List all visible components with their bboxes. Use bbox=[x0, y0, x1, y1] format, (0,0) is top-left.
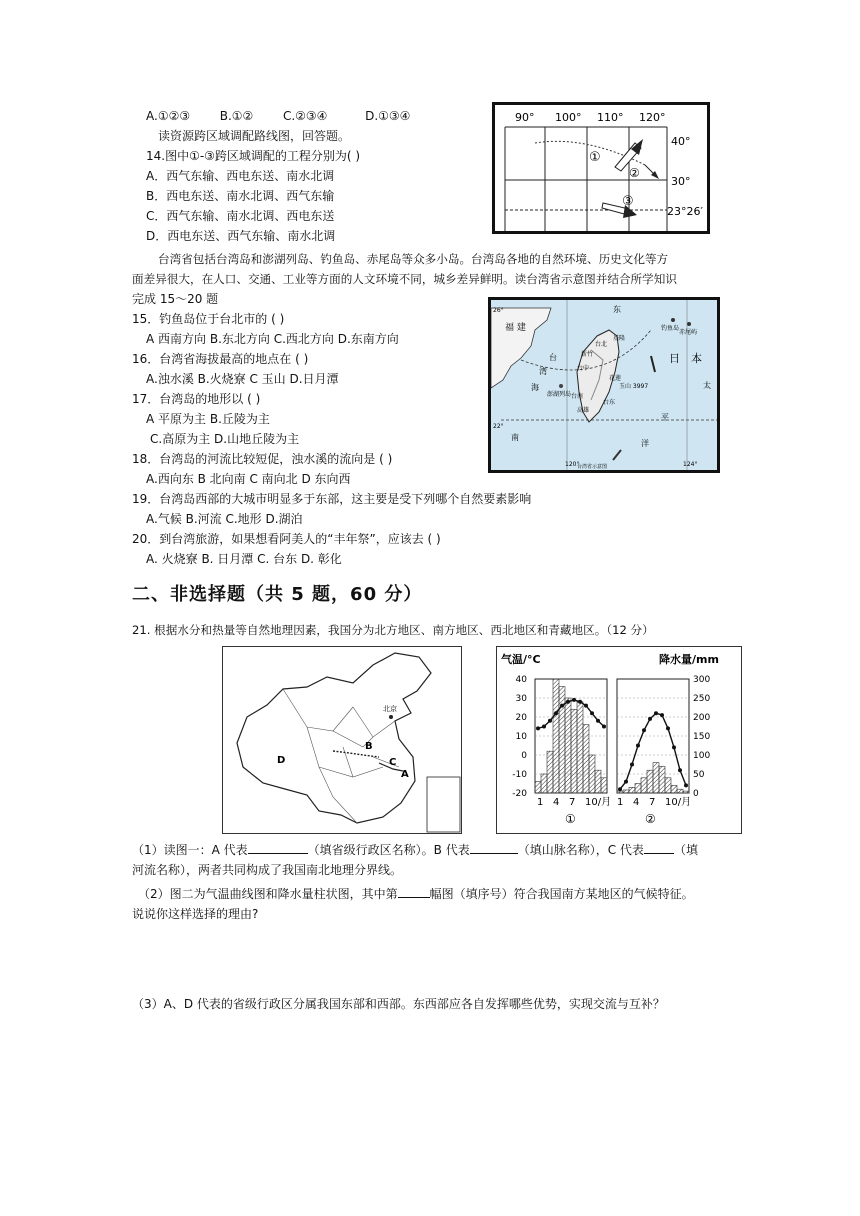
x-tick-10a: 10/月 bbox=[585, 797, 612, 808]
temp-tick: -10 bbox=[512, 770, 527, 780]
hai-label: 海 bbox=[531, 383, 539, 392]
q13-option-c: C.②③④ bbox=[282, 109, 328, 123]
q17-options-1: A 平原为主 B.丘陵为主 bbox=[146, 412, 270, 426]
precip-bar bbox=[665, 778, 671, 793]
temp-point bbox=[648, 717, 652, 721]
taiwan-map-caption: 台湾省示意图 bbox=[577, 464, 608, 470]
temp-point bbox=[578, 700, 582, 704]
temp-tick: 10 bbox=[515, 732, 527, 742]
taiwan-intro-line-1: 台湾省包括台湾岛和澎湖列岛、钓鱼岛、赤尾岛等众多小岛。台湾岛各地的自然环境、历史文化等方 bbox=[158, 252, 669, 266]
x-tick-10b: 10/月 bbox=[665, 797, 692, 808]
precip-bar bbox=[535, 782, 541, 793]
section-2-title: 二、非选择题（共 5 题，60 分） bbox=[132, 584, 423, 605]
temp-point bbox=[618, 787, 622, 791]
q15-stem: 15．钓鱼岛位于台北市的 ( ) bbox=[132, 312, 285, 326]
penghu-label: 澎湖列岛 bbox=[547, 391, 572, 398]
q21-part2-a: （2）图二为气温曲线图和降水量柱状图，其中第 bbox=[138, 887, 398, 901]
climate-charts-svg bbox=[497, 647, 741, 833]
lon-label-120: 120° bbox=[639, 111, 666, 124]
temp-tick: 30 bbox=[515, 694, 527, 704]
chiwei-label: 赤尾屿 bbox=[679, 329, 698, 336]
lat-label-tropic: 23°26′ bbox=[667, 205, 703, 218]
precip-bar bbox=[623, 790, 629, 793]
temp-point bbox=[560, 704, 564, 708]
south-china-sea-inset bbox=[427, 777, 460, 832]
lon-label-110: 110° bbox=[597, 111, 624, 124]
blank-chart-number[interactable] bbox=[398, 897, 430, 898]
yushan-label: 玉山 3997 bbox=[619, 383, 649, 390]
q21-stem: 21. 根据水分和热量等自然地理因素，我国分为北方地区、南方地区、西北地区和青藏地区。（12 分） bbox=[132, 623, 654, 637]
beijing-label: 北京 bbox=[383, 705, 397, 713]
label-d: D bbox=[277, 755, 286, 766]
ben-label: 本 bbox=[691, 352, 702, 365]
route-label-1: ① bbox=[589, 150, 601, 165]
beijing-dot bbox=[389, 715, 393, 719]
precip-bar bbox=[635, 784, 641, 794]
lat-label-30: 30° bbox=[671, 175, 691, 188]
tai-sea-label: 太 bbox=[703, 381, 711, 390]
precip-bar bbox=[683, 791, 689, 793]
nan-label: 南 bbox=[511, 433, 519, 442]
taibei-label: 台北 bbox=[595, 341, 608, 348]
q19-stem: 19．台湾岛西部的大城市明显多于东部，这主要是受下列哪个自然要素影响 bbox=[132, 492, 532, 506]
xinzhu-label: 新竹 bbox=[581, 351, 594, 358]
temp-point bbox=[624, 780, 628, 784]
temp-point bbox=[636, 744, 640, 748]
temp-point bbox=[584, 704, 588, 708]
q13-option-a: A.①②③ bbox=[146, 109, 191, 123]
temp-tick: 20 bbox=[515, 713, 527, 723]
taiwan-intro-line-2: 面差异很大，在人口、交通、工业等方面的人文环境不同，城乡差异鲜明。读台湾省示意图并结合所学知识 bbox=[132, 272, 677, 286]
temp-tick: 40 bbox=[515, 675, 527, 685]
q19-options: A.气候 B.河流 C.地形 D.湖泊 bbox=[146, 512, 303, 526]
diaoyu-label: 钓鱼岛 bbox=[661, 325, 680, 332]
route-label-3: ③ bbox=[622, 194, 634, 209]
precip-bar bbox=[583, 725, 589, 793]
chart-1-label: ① bbox=[565, 812, 576, 826]
lon-label-90: 90° bbox=[515, 111, 535, 124]
penghu-dot bbox=[559, 384, 563, 388]
dong-label: 东 bbox=[613, 305, 621, 314]
precip-bar bbox=[565, 698, 571, 793]
lon-120-label: 120° bbox=[565, 461, 580, 468]
q16-stem: 16．台湾省海拔最高的地点在 ( ) bbox=[132, 352, 309, 366]
china-map bbox=[222, 646, 462, 834]
x-tick-4a: 4 bbox=[553, 797, 560, 808]
precip-bar bbox=[577, 702, 583, 793]
chiwei-island-dot bbox=[687, 322, 691, 326]
taiwan-map-svg bbox=[491, 300, 717, 470]
temp-point bbox=[548, 719, 552, 723]
x-tick-1b: 1 bbox=[617, 797, 624, 808]
lon-label-100: 100° bbox=[555, 111, 582, 124]
ping-label: 平 bbox=[661, 413, 669, 422]
q14-option-a: A．西气东输、西电东送、南水北调 bbox=[146, 169, 335, 183]
precip-tick: 100 bbox=[693, 751, 711, 761]
jilong-label: 基隆 bbox=[613, 335, 626, 342]
lat-22-label: 22° bbox=[493, 423, 504, 430]
q14-option-b: B．西电东送、南水北调、西气东输 bbox=[146, 189, 335, 203]
chart-2-label: ② bbox=[645, 812, 656, 826]
taiwan-intro-line-3: 完成 15～20 题 bbox=[132, 292, 219, 306]
q17-stem: 17．台湾岛的地形以 ( ) bbox=[132, 392, 261, 406]
label-c: C bbox=[389, 757, 397, 768]
q21-part1-a: （1）读图一：A 代表 bbox=[132, 843, 248, 857]
blank-b[interactable] bbox=[470, 853, 518, 854]
q17-options-2: C.高原为主 D.山地丘陵为主 bbox=[150, 432, 300, 446]
temp-point bbox=[542, 725, 546, 729]
precip-tick: 50 bbox=[693, 770, 705, 780]
diaoyu-island-dot bbox=[671, 318, 675, 322]
blank-a[interactable] bbox=[248, 853, 308, 854]
precip-bar bbox=[559, 687, 565, 793]
x-tick-7b: 7 bbox=[649, 797, 656, 808]
q21-part3: （3）A、D 代表的省级行政区分属我国东部和西部。东西部应各自发挥哪些优势，实现交流与互补？ bbox=[132, 997, 665, 1011]
blank-c[interactable] bbox=[644, 853, 674, 854]
q21-part1-line1 bbox=[132, 842, 698, 858]
precip-bar bbox=[659, 766, 665, 793]
precip-bar bbox=[653, 763, 659, 793]
tai-label: 台 bbox=[549, 353, 557, 362]
precip-bar bbox=[671, 785, 677, 793]
q21-part2-line1 bbox=[138, 886, 694, 902]
precip-bar bbox=[541, 774, 547, 793]
q21-part1-b: （填省级行政区名称）。B 代表 bbox=[307, 843, 470, 857]
temp-point bbox=[596, 719, 600, 723]
precip-tick: 200 bbox=[693, 713, 711, 723]
hualian-label: 花莲 bbox=[609, 375, 622, 382]
taiwan-map bbox=[488, 297, 720, 473]
temp-tick: 0 bbox=[521, 751, 527, 761]
q20-options: A. 火烧寮 B. 日月潭 C. 台东 D. 彰化 bbox=[146, 552, 342, 566]
climate-charts bbox=[496, 646, 742, 834]
precip-tick: 250 bbox=[693, 694, 711, 704]
precip-bar bbox=[601, 778, 607, 793]
precip-bar bbox=[547, 751, 553, 793]
yang-label: 洋 bbox=[641, 439, 649, 448]
precip-bar bbox=[571, 709, 577, 793]
temp-point bbox=[536, 726, 540, 730]
precip-bar bbox=[647, 770, 653, 793]
china-outline bbox=[237, 653, 431, 823]
temp-axis-title: 气温/°C bbox=[501, 653, 541, 666]
temp-point bbox=[684, 783, 688, 787]
temp-point bbox=[654, 711, 658, 715]
precip-axis-title: 降水量/mm bbox=[659, 653, 719, 666]
temp-point bbox=[660, 713, 664, 717]
label-a: A bbox=[401, 769, 409, 780]
temp-tick: -20 bbox=[512, 789, 527, 799]
precip-tick: 150 bbox=[693, 732, 711, 742]
q14-intro: 读资源跨区域调配路线图，回答题。 bbox=[158, 129, 351, 143]
taizhong-label: 台中 bbox=[577, 365, 590, 372]
q18-options: A.西向东 B 北向南 C 南向北 D 东向西 bbox=[146, 472, 351, 486]
temp-point bbox=[602, 725, 606, 729]
q16-options: A.浊水溪 B.火烧寮 C 玉山 D.日月潭 bbox=[146, 372, 339, 386]
temp-point bbox=[672, 745, 676, 749]
precip-bar bbox=[677, 789, 683, 793]
temp-point bbox=[630, 763, 634, 767]
temp-point bbox=[566, 700, 570, 704]
q13-options bbox=[146, 108, 410, 124]
q14-option-c: C．西气东输、南水北调、西电东送 bbox=[146, 209, 335, 223]
precip-tick: 0 bbox=[693, 789, 699, 799]
lon-124-label: 124° bbox=[683, 461, 698, 468]
x-tick-4b: 4 bbox=[633, 797, 640, 808]
japan-label: 日 bbox=[669, 352, 680, 365]
temp-point bbox=[590, 711, 594, 715]
wan-label: 湾 bbox=[539, 367, 547, 376]
precip-bar bbox=[617, 791, 623, 793]
temp-point bbox=[572, 698, 576, 702]
china-map-svg bbox=[223, 647, 461, 833]
q21-part1-line2: 河流名称），两者共同构成了我国南北地理分界线。 bbox=[132, 863, 403, 877]
precip-bar bbox=[595, 770, 601, 793]
precip-bar bbox=[589, 755, 595, 793]
temp-point bbox=[554, 711, 558, 715]
taidong-label: 台东 bbox=[603, 399, 616, 406]
q13-option-d: D.①③④ bbox=[365, 109, 411, 123]
precip-bar bbox=[641, 778, 647, 793]
fujian-label: 福 建 bbox=[505, 323, 526, 333]
label-b: B bbox=[365, 741, 373, 752]
x-tick-1a: 1 bbox=[537, 797, 544, 808]
resource-route-map bbox=[492, 102, 710, 234]
q13-option-b: B.①② bbox=[219, 109, 254, 123]
q15-options: A 西南方向 B.东北方向 C.西北方向 D.东南方向 bbox=[146, 332, 399, 346]
tainan-label: 台南 bbox=[571, 393, 584, 400]
q21-part1-d: （填 bbox=[673, 843, 698, 857]
q18-stem: 18．台湾岛的河流比较短促，浊水溪的流向是 ( ) bbox=[132, 452, 393, 466]
x-tick-7a: 7 bbox=[569, 797, 576, 808]
precip-bar bbox=[553, 679, 559, 793]
q14-option-d: D．西电东送、西气东输、南水北调 bbox=[146, 229, 336, 243]
precip-bar bbox=[629, 787, 635, 793]
q20-stem: 20．到台湾旅游，如果想看阿美人的“丰年祭”，应该去 ( ) bbox=[132, 532, 441, 546]
lat-26-label: 26° bbox=[493, 307, 504, 314]
temp-point bbox=[666, 726, 670, 730]
temp-point bbox=[642, 728, 646, 732]
temp-point bbox=[678, 768, 682, 772]
q21-part2-b: 幅图（填序号）符合我国南方某地区的气候特征。 bbox=[429, 887, 694, 901]
gaoxiong-label: 高雄 bbox=[577, 407, 590, 414]
resource-route-map-svg bbox=[495, 105, 707, 231]
q21-part2-line2: 说说你这样选择的理由? bbox=[132, 907, 259, 921]
precip-tick: 300 bbox=[693, 675, 711, 685]
route-label-2: ② bbox=[629, 166, 640, 180]
lat-label-40: 40° bbox=[671, 135, 691, 148]
q14-stem: 14.图中①-③跨区域调配的工程分别为( ) bbox=[146, 149, 361, 163]
q21-part1-c: （填山脉名称），C 代表 bbox=[517, 843, 644, 857]
